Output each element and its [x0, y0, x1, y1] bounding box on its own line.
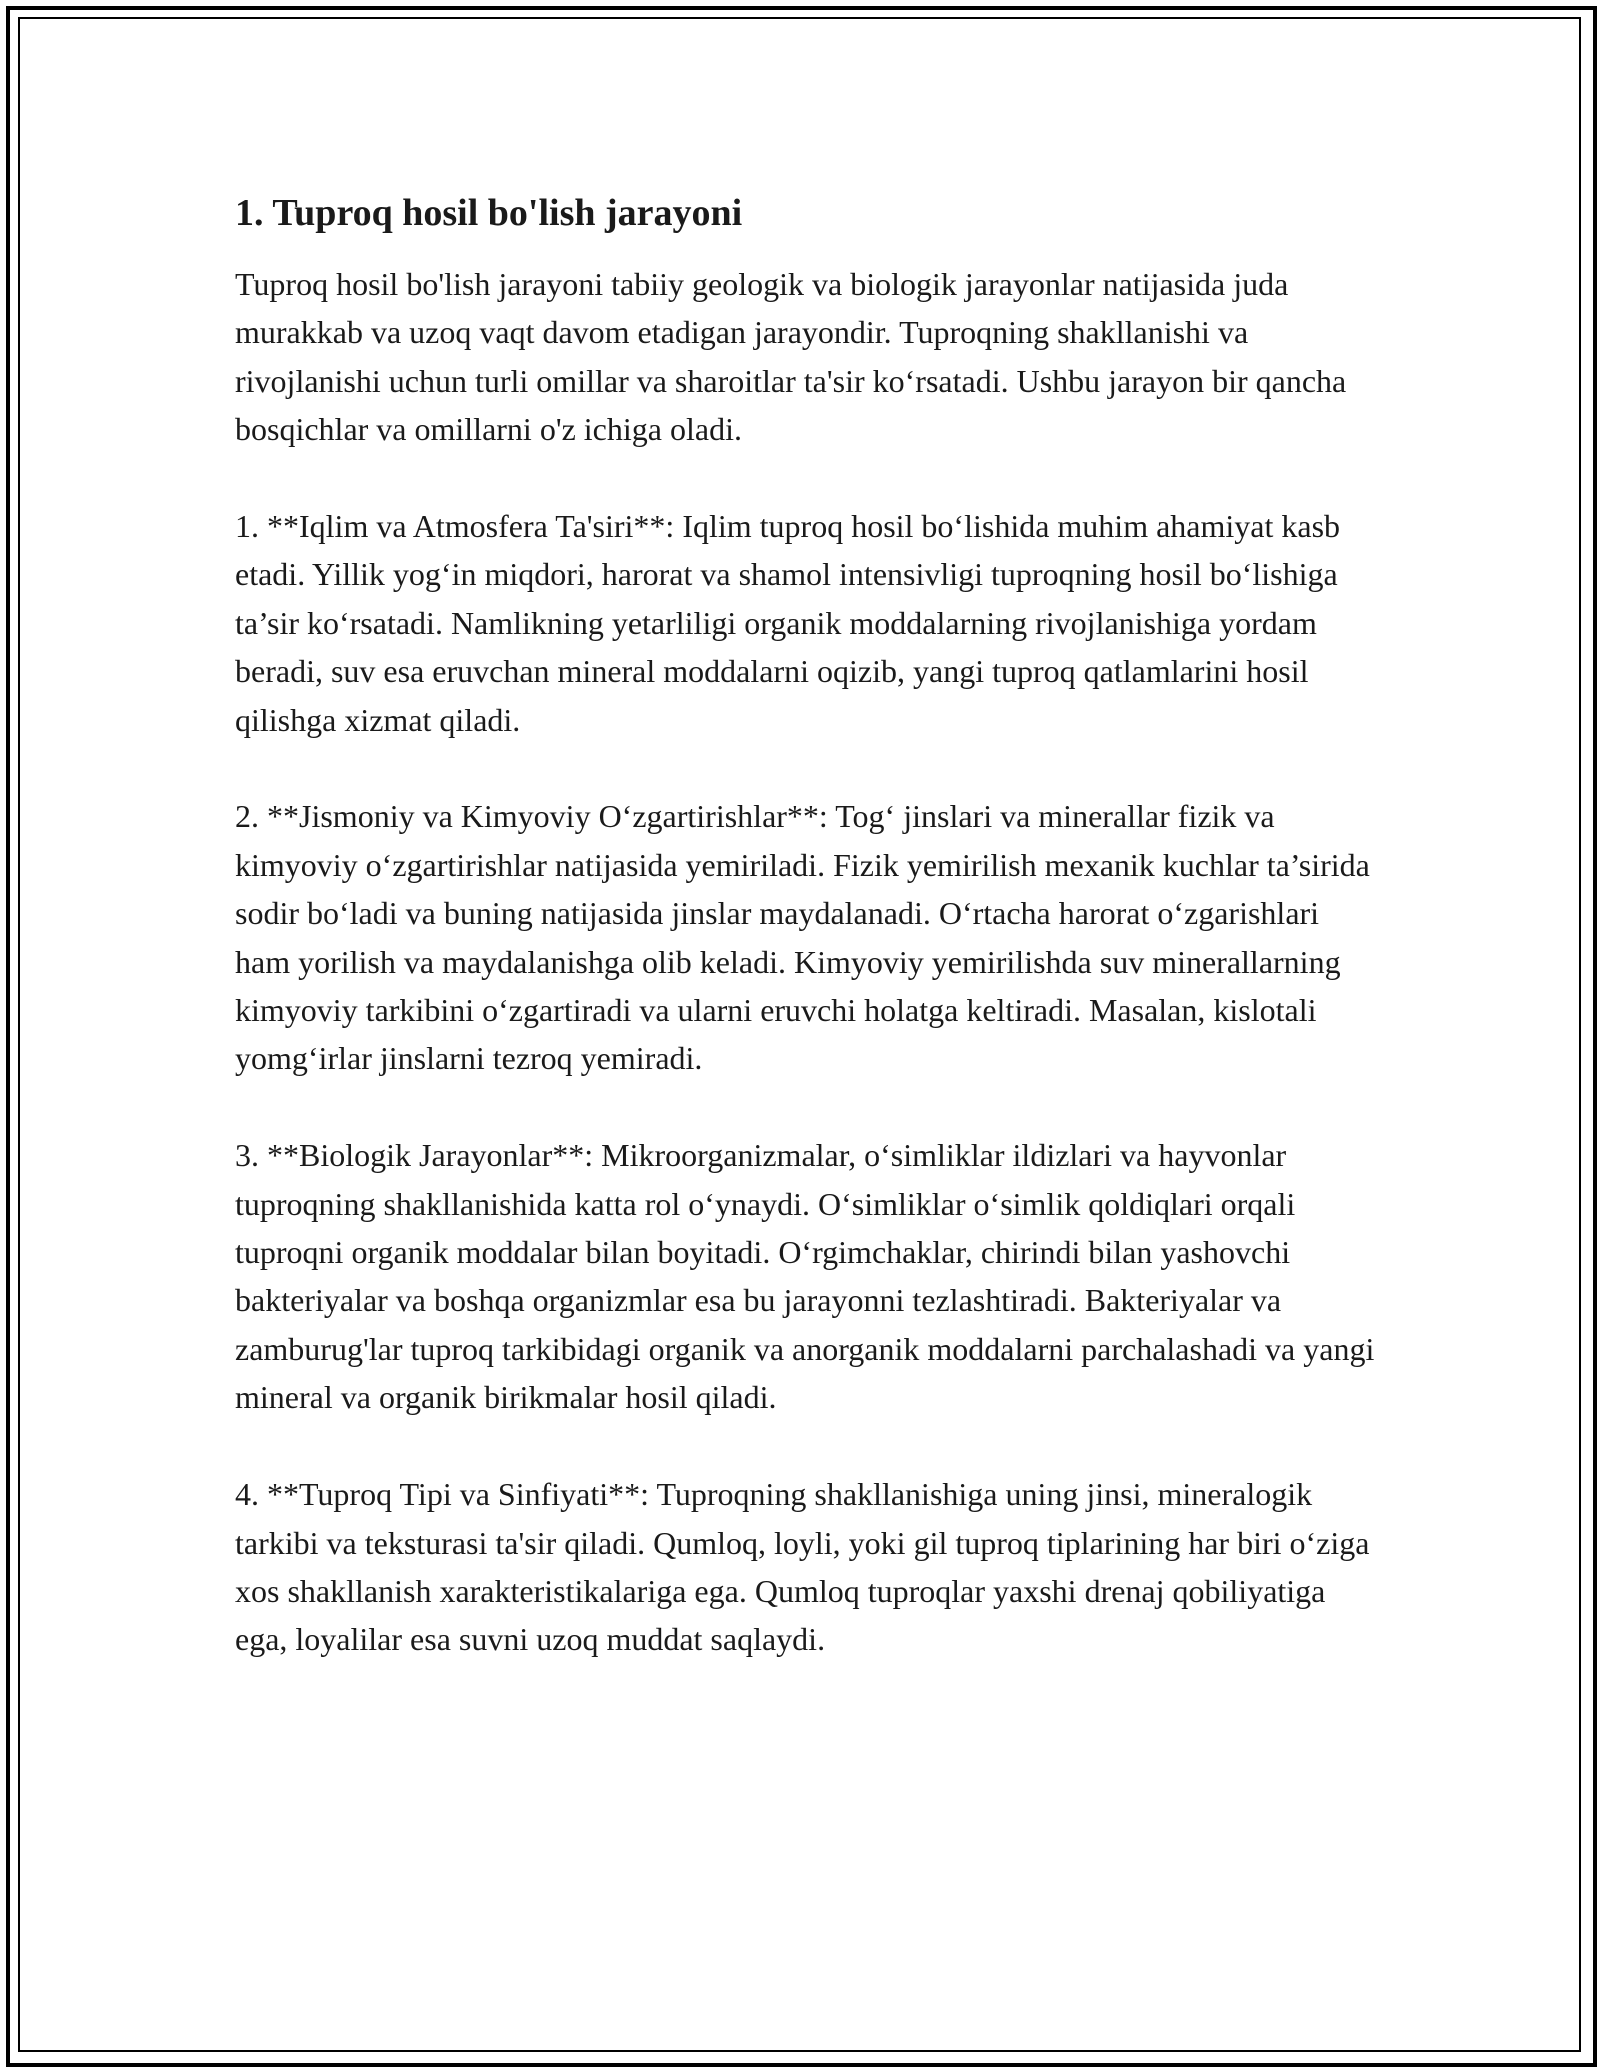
paragraph-soil-type: 4. **Tuproq Tipi va Sinfiyati**: Tuproqning shakllanishiga uning jinsi, mineralogik tarkibi va teksturasi ta'sir qiladi. Qumloq, loyli, yoki gil tuproq tiplarining har biri oʻziga xos shakllanish xarakteristikalariga ega. Qumloq tuproqlar yaxshi drenaj qobiliyatiga ega, loyalilar esa suvni uzoq muddat saqlaydi.: [235, 1476, 1370, 1658]
intro-paragraph: Tuproq hosil bo'lish jarayoni tabiiy geologik va biologik jarayonlar natijasida juda murakkab va uzoq vaqt davom etadigan jarayondir. Tuproqning shakllanishi va rivojlanishi uchun turli omillar va sharoitlar ta'sir koʻrsatadi. Ushbu jarayon bir qancha bosqichlar va omillarni o'z ichiga oladi.: [235, 266, 1347, 448]
paragraph-climate: 1. **Iqlim va Atmosfera Ta'siri**: Iqlim tuproq hosil boʻlishida muhim ahamiyat kasb etadi. Yillik yogʻin miqdori, harorat va shamol intensivligi tuproqning hosil boʻlishiga ta’sir koʻrsatadi. Namlikning yetarliligi organik moddalarning rivojlanishiga yordam beradi, suv esa eruvchan mineral moddalarni oqizib, yangi tuproq qatlamlarini hosil qilishga xizmat qiladi.: [235, 508, 1341, 738]
page-title: 1. Tuproq hosil bo'lish jarayoni: [235, 192, 743, 234]
document-body: [235, 186, 1375, 1712]
paragraph-physical-chemical: 2. **Jismoniy va Kimyoviy Oʻzgartirishlar**: Togʻ jinslari va minerallar fizik va kimyoviy oʻzgartirishlar natijasida yemiriladi. Fizik yemirilish mexanik kuchlar ta’sirida sodir boʻladi va buning natijasida jinslar maydalanadi. Oʻrtacha harorat oʻzgarishlari ham yorilish va maydalanishga olib keladi. Kimyoviy yemirilishda suv minerallarning kimyoviy tarkibini oʻzgartiradi va ularni eruvchi holatga keltiradi. Masalan, kislotali yomgʻirlar jinslarni tezroq yemiradi.: [235, 798, 1370, 1077]
paragraph-biological: 3. **Biologik Jarayonlar**: Mikroorganizmalar, oʻsimliklar ildizlari va hayvonlar tuproqning shakllanishida katta rol oʻynaydi. Oʻsimliklar oʻsimlik qoldiqlari orqali tuproqni organik moddalar bilan boyitadi. Oʻrgimchaklar, chirindi bilan yashovchi bakteriyalar va boshqa organizmlar esa bu jarayonni tezlashtiradi. Bakteriyalar va zamburug'lar tuproq tarkibidagi organik va anorganik moddalarni parchalashadi va yangi mineral va organik birikmalar hosil qiladi.: [235, 1137, 1375, 1416]
